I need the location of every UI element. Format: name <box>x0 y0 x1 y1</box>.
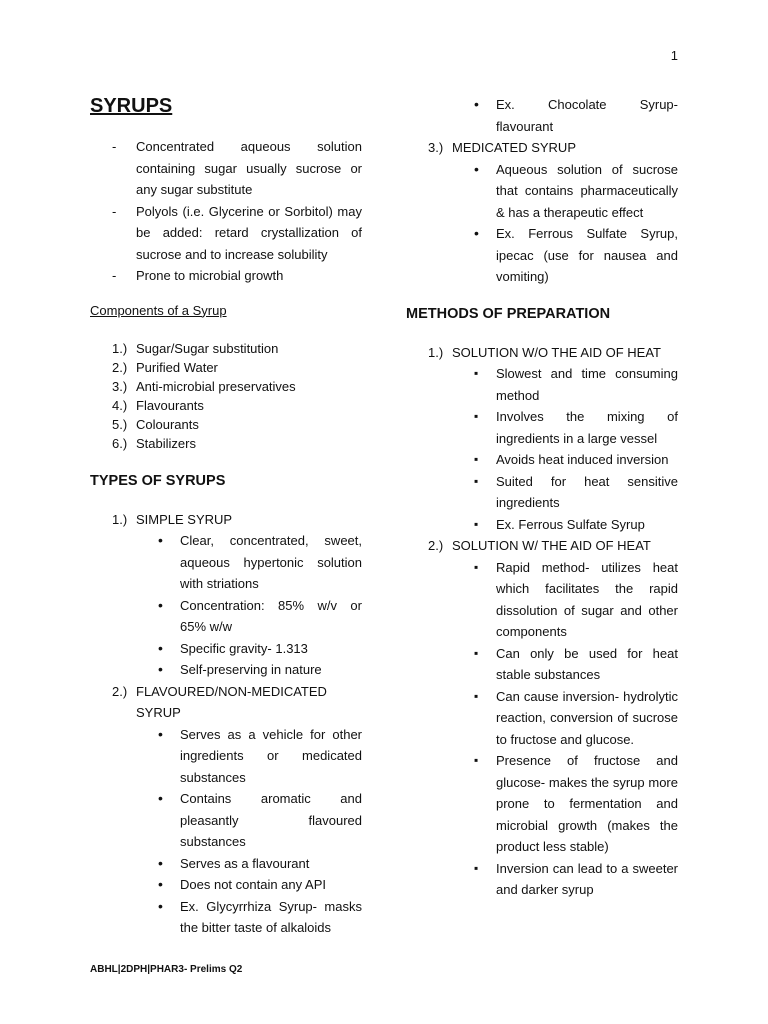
components-list <box>90 339 362 453</box>
list-item: 4.) Flavourants <box>112 397 204 413</box>
list-item: ▪ Can only be used for heat stable substances <box>406 643 678 686</box>
list-item: - Polyols (i.e. Glycerine or Sorbitol) may be added: retard crystallization of sucrose and to increase solubility <box>90 201 362 266</box>
components-heading: Components of a Syrup <box>90 302 227 318</box>
method-with-heat-bullets <box>406 557 678 901</box>
type-medicated-syrup: 3.) MEDICATED SYRUP <box>428 140 576 155</box>
flavoured-syrup-bullets <box>90 724 362 939</box>
list-item: ▪ Rapid method- utilizes heat which facilitates the rapid dissolution of sugar and other components <box>406 557 678 643</box>
list-item: ▪ Inversion can lead to a sweeter and darker syrup <box>406 858 678 901</box>
medicated-syrup-bullets <box>406 159 678 288</box>
list-item: 2.) Purified Water <box>112 359 218 375</box>
list-item: • Contains aromatic and pleasantly flavoured substances <box>90 788 362 853</box>
list-item: ▪ Slowest and time consuming method <box>406 363 678 406</box>
list-item: 6.) Stabilizers <box>112 435 196 451</box>
list-item: • Clear, concentrated, sweet, aqueous hypertonic solution with striations <box>90 530 362 595</box>
simple-syrup-bullets <box>90 530 362 681</box>
list-item: • Serves as a flavourant <box>90 853 362 875</box>
list-item: - Concentrated aqueous solution containing sugar usually sucrose or any sugar substitute <box>90 136 362 201</box>
list-item: • Does not contain any API <box>90 874 362 896</box>
list-item: ▪ Ex. Ferrous Sulfate Syrup <box>406 514 678 536</box>
list-item: ▪ Avoids heat induced inversion <box>406 449 678 471</box>
footer: ABHL|2DPH|PHAR3- Prelims Q2 <box>90 964 243 975</box>
list-item: - Prone to microbial growth <box>90 265 362 287</box>
list-item: • Concentration: 85% w/v or 65% w/w <box>90 595 362 638</box>
list-item: ▪ Can cause inversion- hydrolytic reaction, conversion of sucrose to fructose and glucose. <box>406 686 678 751</box>
method-with-heat: 2.) SOLUTION W/ THE AID OF HEAT <box>428 538 651 553</box>
methods-heading: METHODS OF PREPARATION <box>406 305 611 322</box>
list-item: • Ex. Chocolate Syrup- flavourant <box>406 94 678 137</box>
list-item: 1.) Sugar/Sugar substitution <box>112 340 279 356</box>
list-item: • Ex. Glycyrrhiza Syrup- masks the bitter taste of alkaloids <box>90 896 362 939</box>
page-number: 1 <box>670 48 678 63</box>
type-flavoured-syrup: 2.) FLAVOURED/NON-MEDICATED SYRUP <box>112 683 327 720</box>
continued-bullets <box>406 94 678 137</box>
list-item: • Specific gravity- 1.313 <box>90 638 362 660</box>
types-heading: TYPES OF SYRUPS <box>90 472 226 489</box>
list-item: • Serves as a vehicle for other ingredients or medicated substances <box>90 724 362 789</box>
method-without-heat: 1.) SOLUTION W/O THE AID OF HEAT <box>428 344 661 360</box>
intro-list <box>90 136 362 287</box>
method-without-heat-bullets <box>406 363 678 535</box>
type-simple-syrup: 1.) SIMPLE SYRUP <box>112 511 233 527</box>
right-column <box>406 94 678 901</box>
left-column <box>90 92 362 939</box>
list-item: ▪ Presence of fructose and glucose- makes the syrup more prone to fermentation and microbial growth (makes the product less stable) <box>406 750 678 858</box>
list-item: 5.) Colourants <box>112 416 199 432</box>
list-item: • Aqueous solution of sucrose that contains pharmaceutically & has a therapeutic effect <box>406 159 678 224</box>
list-item: • Self-preserving in nature <box>90 659 362 681</box>
list-item: ▪ Involves the mixing of ingredients in a large vessel <box>406 406 678 449</box>
list-item: ▪ Suited for heat sensitive ingredients <box>406 471 678 514</box>
page-title: SYRUPS <box>90 95 173 117</box>
list-item: 3.) Anti-microbial preservatives <box>112 378 296 394</box>
list-item: • Ex. Ferrous Sulfate Syrup, ipecac (use for nausea and vomiting) <box>406 223 678 288</box>
